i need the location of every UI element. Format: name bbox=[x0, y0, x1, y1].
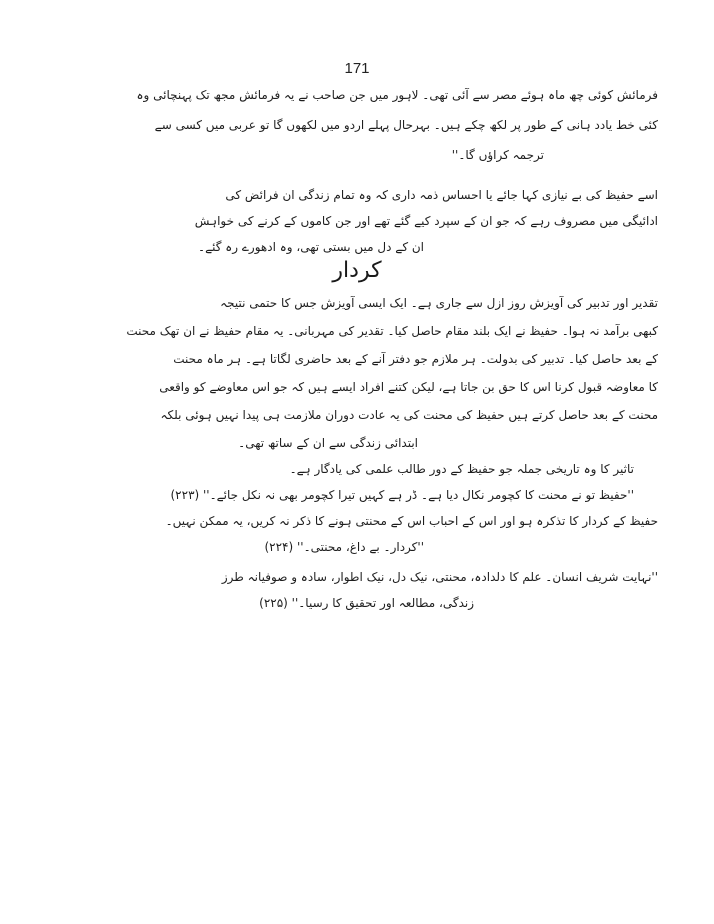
text-line: کا معاوضہ قبول کرنا اس کا حق بن جاتا ہے، لیکن کتنے افراد ایسے ہیں کہ جو اس معاوضے کو واقعی bbox=[159, 380, 658, 394]
text-line: ترجمہ کراؤں گا۔'' bbox=[451, 148, 544, 162]
text-line: فرمائش کوئی چھ ماہ ہوئے مصر سے آئی تھی۔ لاہور میں جن صاحب نے یہ فرمائش مجھ تک پہنچائی وہ bbox=[136, 88, 658, 102]
text-line: تقدیر اور تدبیر کی آویزش روزِ ازل سے جاری ہے۔ ایک ایسی آویزش جس کا حتمی نتیجہ bbox=[220, 296, 658, 310]
quote-line: ''حفیظ تو نے محنت کا کچومر نکال دیا ہے۔ ڈر ہے کہیں تیرا کچومر بھی نہ نکل جائے۔'' (۲۲۳) bbox=[170, 488, 634, 502]
text-line: کبھی برآمد نہ ہوا۔ حفیظ نے ایک بلند مقام حاصل کیا۔ تقدیر کی مہربانی۔ یہ مقام حفیظ نے ان تھک محنت bbox=[126, 324, 658, 338]
quote-line: ''کردار۔ بے داغ، محنتی۔'' (۲۲۴) bbox=[264, 540, 424, 554]
quote-intro: تاثیر کا وہ تاریخی جملہ جو حفیظ کے دورِ طالب علمی کی یادگار ہے۔ bbox=[289, 462, 634, 476]
text-line: اسے حفیظ کی بے نیازی کہا جائے یا احساسِ ذمہ داری کہ وہ تمام زندگی ان فرائض کی bbox=[225, 188, 658, 202]
text-line: ان کے دل میں بستی تھی، وہ ادھورے رہ گئے۔ bbox=[198, 240, 424, 254]
text-line: ادائیگی میں مصروف رہے کہ جو ان کے سپرد کیے گئے تھے اور جن کاموں کے کرنے کی خواہش bbox=[194, 214, 658, 228]
text-line: کئی خط یادد ہانی کے طور پر لکھ چکے ہیں۔ بہرحال پہلے اردو میں لکھوں گا تو عربی میں کسی سے bbox=[154, 118, 658, 132]
note-line: حفیظ کے کردار کا تذکرہ ہو اور اس کے احباب اس کے محنتی ہونے کا ذکر نہ کریں، یہ ممکن نہیں۔ bbox=[165, 514, 658, 528]
section-heading: کردار bbox=[332, 258, 382, 283]
quote-line: ''نہایت شریف انسان۔ علم کا دلدادہ، محنتی، نیک دل، نیک اطوار، سادہ و صوفیانہ طرزِ bbox=[221, 570, 658, 584]
text-line: ابتدائی زندگی سے ان کے ساتھ تھی۔ bbox=[238, 436, 418, 450]
quote-line: زندگی، مطالعہ اور تحقیق کا رسیا۔'' (۲۲۵) bbox=[259, 596, 474, 610]
text-line: محنت کے بعد حاصل کرتے ہیں حفیظ کی محنت کی یہ عادت دورانِ ملازمت ہی پیدا نہیں ہوئی بلکہ bbox=[160, 408, 658, 422]
page-number: 171 bbox=[344, 60, 370, 77]
text-line: کے بعد حاصل کیا۔ تدبیر کی بدولت۔ ہر ملازم جو دفتر آنے کے بعد حاضری لگاتا ہے۔ ہر ماہ محنت bbox=[173, 352, 658, 366]
